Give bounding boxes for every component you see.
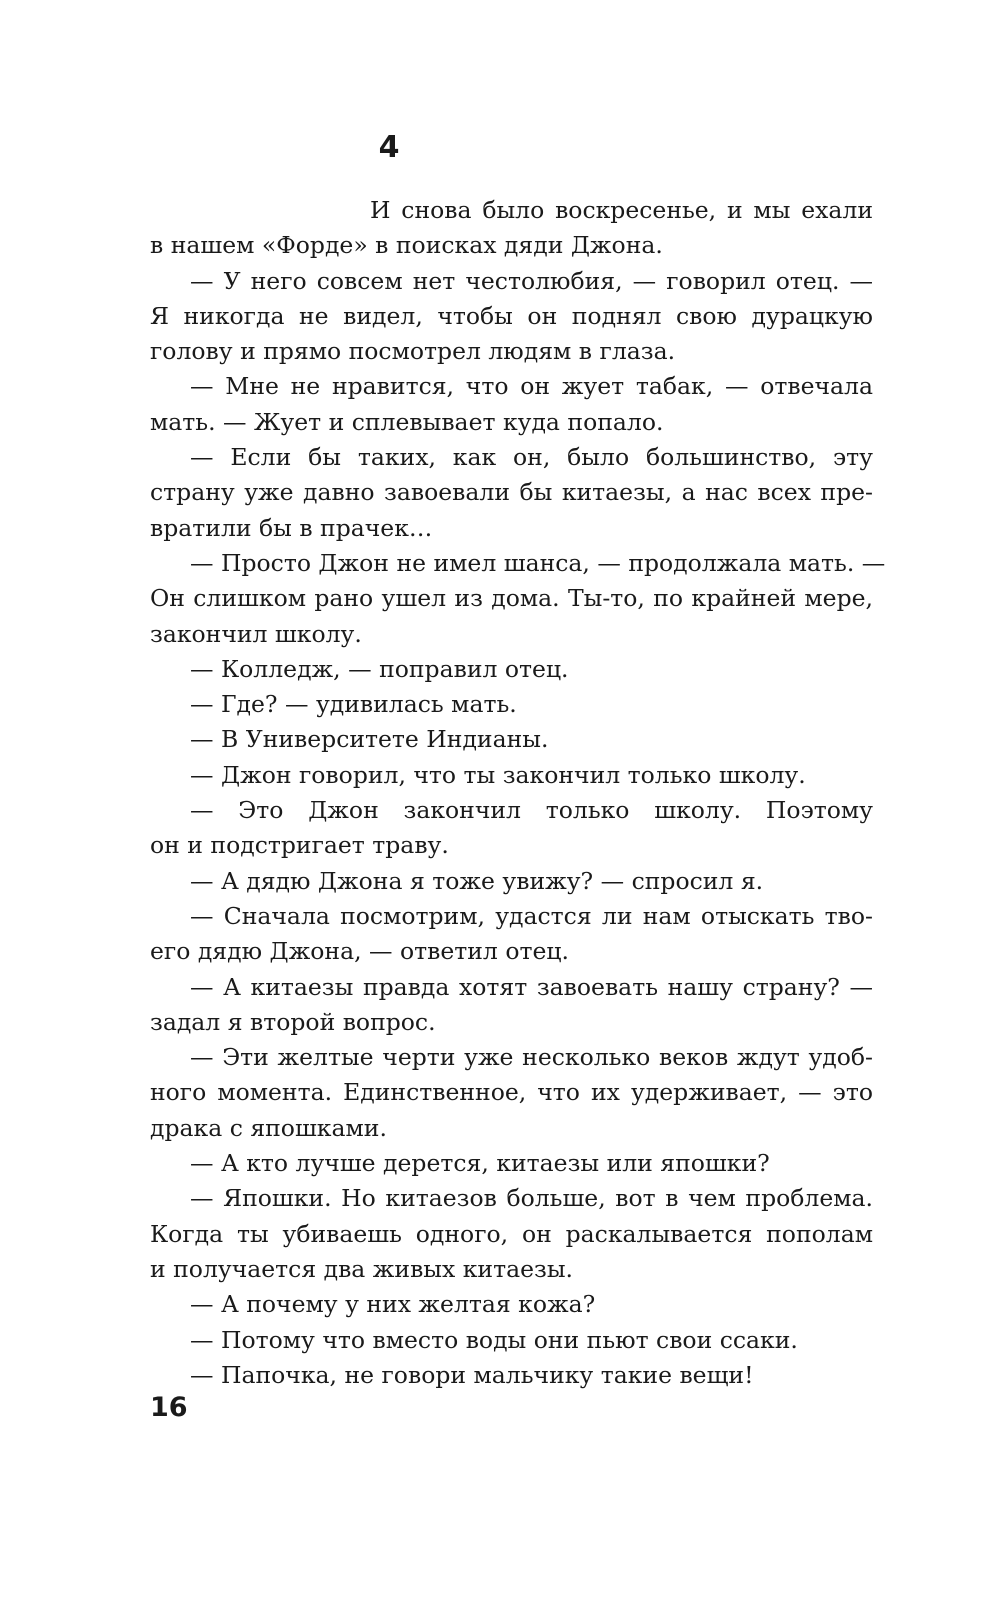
text-line: — Колледж, — поправил отец. [190,654,569,683]
text-line: — А дядю Джона я тоже увижу? — спросил я. [190,866,764,895]
text-line: мать. — Жует и сплевывает куда попало. [150,407,664,436]
text-line: Он слишком рано ушел из дома. Ты-то, по крайней мере, [150,584,873,613]
text-line: задал я второй вопрос. [150,1007,436,1036]
text-line: — В Университете Индианы. [190,725,549,754]
text-line: — Эти желтые черти уже несколько веков ждут удоб- [190,1043,873,1072]
text-line: — Япошки. Но китаезов больше, вот в чем проблема. [190,1184,873,1213]
text-line: ного момента. Единственное, что их удерживает, — это [150,1078,873,1107]
text-line: — Где? — удивилась мать. [190,690,517,719]
text-line: — У него совсем нет честолюбия, — говорил отец. — [190,266,873,295]
text-line: — А кто лучше дерется, китаезы или япошки? [190,1149,770,1178]
text-line: — Мне не нравится, что он жует табак, — отвечала [190,372,873,401]
text-line: вратили бы в прачек… [150,513,433,542]
text-line: он и подстригает траву. [150,831,449,860]
body-text [150,193,886,1393]
text-line: — Просто Джон не имел шанса, — продолжала мать. — [190,548,886,577]
chapter-number: 4 [378,130,400,165]
text-line: — Потому что вместо воды они пьют свои ссаки. [190,1325,798,1354]
page-number: 16 [150,1392,188,1423]
text-line: Я никогда не видел, чтобы он поднял свою дурацкую [150,301,873,330]
text-line: и получается два живых китаезы. [150,1254,573,1283]
text-line: — Это Джон закончил только школу. Поэтому [190,796,873,825]
text-line: Когда ты убиваешь одного, он раскалывается пополам [150,1219,873,1248]
text-line: в нашем «Форде» в поисках дяди Джона. [150,231,663,260]
text-line: страну уже давно завоевали бы китаезы, а нас всех пре- [150,478,873,507]
text-line: — Если бы таких, как он, было большинство, эту [190,443,873,472]
text-line: голову и прямо посмотрел людям в глаза. [150,337,676,366]
text-line: драка с япошками. [150,1113,387,1142]
text-line: закончил школу. [150,619,362,648]
text-line: его дядю Джона, — ответил отец. [150,937,569,966]
text-line: — Папочка, не говори мальчику такие вещи! [190,1360,754,1389]
text-line: — А почему у них желтая кожа? [190,1290,596,1319]
text-line: — А китаезы правда хотят завоевать нашу страну? — [190,972,873,1001]
text-line: — Сначала посмотрим, удастся ли нам отыскать тво- [190,901,873,930]
text-line: И снова было воскресенье, и мы ехали [370,196,873,224]
text-line: — Джон говорил, что ты закончил только школу. [190,760,806,789]
